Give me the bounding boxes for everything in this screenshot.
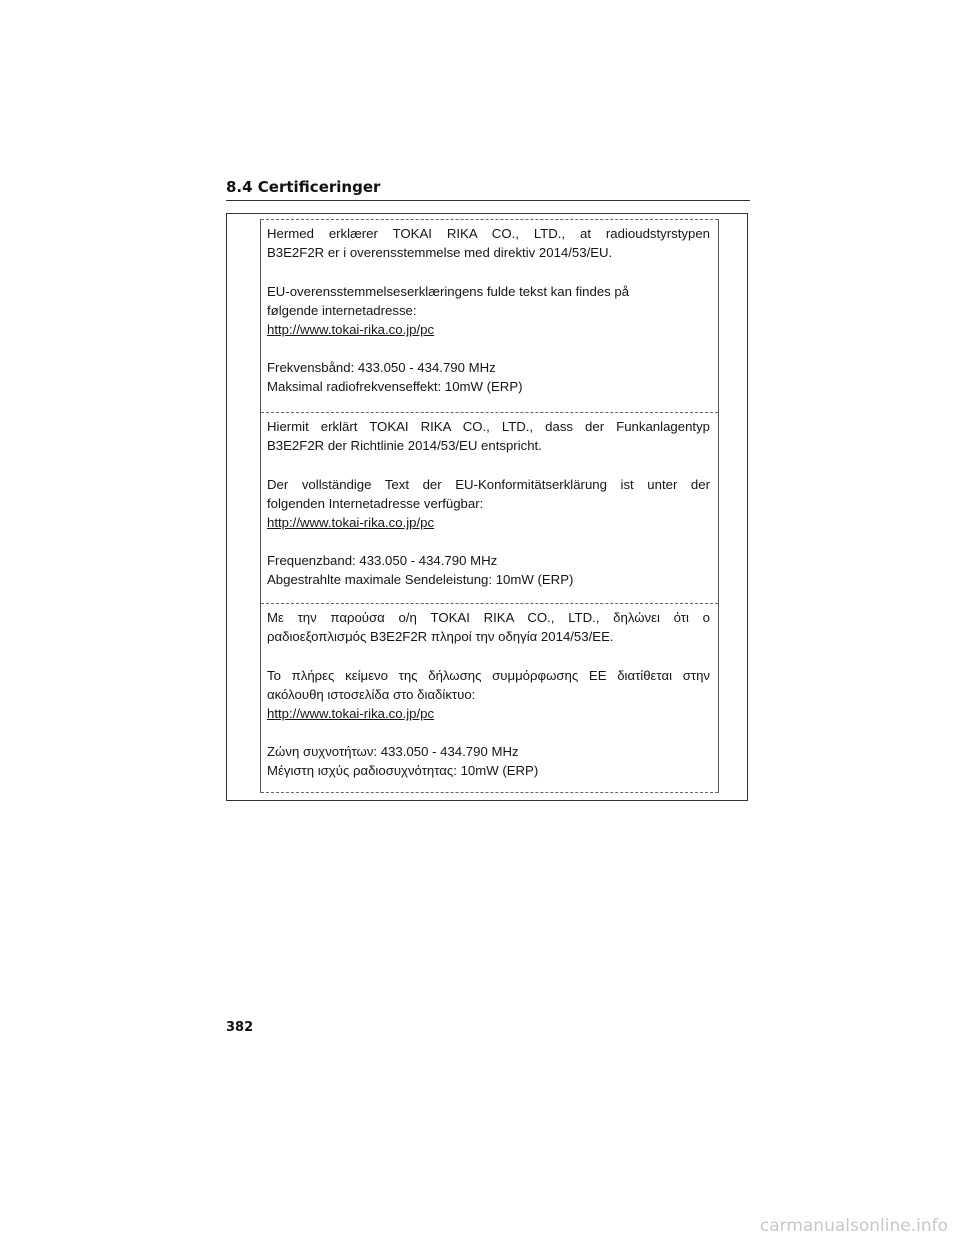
- section-title: 8.4 Certificeringer: [226, 178, 381, 196]
- greek-max-power: Μέγιστη ισχύς ραδιοσυχνότητας: 10mW (ERP): [267, 763, 539, 778]
- german-max-power: Abgestrahlte maximale Sendeleistung: 10mW (ERP): [267, 572, 574, 587]
- greek-statement-line-2: ραδιοεξοπλισμός B3E2F2R πληροί την οδηγία 2014/53/ΕΕ.: [267, 629, 614, 644]
- declarations-frame: [260, 219, 719, 793]
- danish-frequency-band: Frekvensbånd: 433.050 - 434.790 MHz: [267, 360, 496, 375]
- greek-statement-line-1: Με την παρούσα ο/η TOKAI RIKA CO., LTD., δηλώνει ότι ο: [267, 610, 710, 625]
- german-statement-line-1: Hiermit erklärt TOKAI RIKA CO., LTD., dass der Funkanlagentyp: [267, 419, 710, 434]
- section-header: [226, 176, 750, 201]
- german-frequency-band: Frequenzband: 433.050 - 434.790 MHz: [267, 553, 498, 568]
- page-number: 382: [226, 1020, 254, 1035]
- greek-frequency-band: Ζώνη συχνοτήτων: 433.050 - 434.790 MHz: [267, 744, 519, 759]
- greek-fulltext-line-2: ακόλουθη ιστοσελίδα στο διαδίκτυο:: [267, 687, 476, 702]
- danish-statement-line-2: B3E2F2R er i overensstemmelse med direktiv 2014/53/EU.: [267, 245, 613, 260]
- danish-statement-line-1: Hermed erklærer TOKAI RIKA CO., LTD., at radioudstyrstypen: [267, 226, 710, 241]
- danish-fulltext-line-1: EU-overensstemmelseserklæringens fulde tekst kan findes på: [267, 284, 630, 299]
- german-fulltext-line-2: folgenden Internetadresse verfügbar:: [267, 496, 484, 511]
- german-url-link[interactable]: http://www.tokai-rika.co.jp/pc: [267, 515, 435, 530]
- declaration-danish: [261, 219, 718, 411]
- declaration-greek: [261, 603, 718, 793]
- danish-fulltext-line-2: følgende internetadresse:: [267, 303, 417, 318]
- watermark: carmanualsonline.info: [759, 1216, 948, 1236]
- greek-fulltext-line-1: Το πλήρες κείμενο της δήλωσης συμμόρφωσης ΕΕ διατίθεται στην: [267, 668, 710, 683]
- certificate-scan-frame: [226, 213, 748, 801]
- declaration-german: [261, 412, 718, 602]
- german-fulltext-line-1: Der vollständige Text der EU-Konformitätserklärung ist unter der: [267, 477, 710, 492]
- danish-max-power: Maksimal radiofrekvenseffekt: 10mW (ERP): [267, 379, 523, 394]
- danish-url-link[interactable]: http://www.tokai-rika.co.jp/pc: [267, 322, 435, 337]
- german-statement-line-2: B3E2F2R der Richtlinie 2014/53/EU entspricht.: [267, 438, 542, 453]
- greek-url-link[interactable]: http://www.tokai-rika.co.jp/pc: [267, 706, 435, 721]
